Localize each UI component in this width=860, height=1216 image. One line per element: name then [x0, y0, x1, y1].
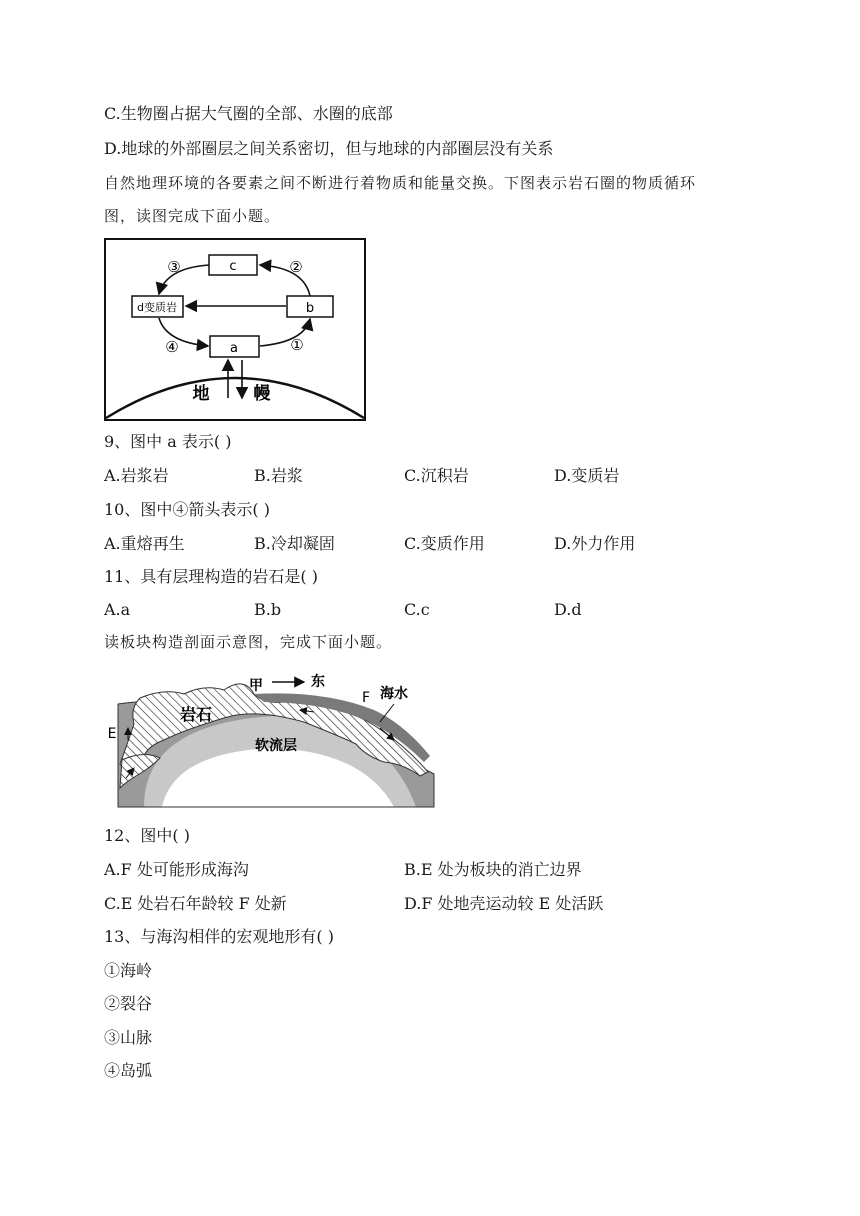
q13-item-4[interactable]: ④岛弧: [104, 1061, 153, 1080]
q13-item-2[interactable]: ②裂谷: [104, 994, 153, 1013]
label-1: ①: [290, 336, 304, 354]
question-9: 9、图中 a 表示( ): [104, 432, 232, 451]
question-13: 13、与海沟相伴的宏观地形有( ): [104, 927, 334, 946]
plate-section-figure: [104, 664, 436, 812]
intro-rock-cycle-line2: 图，读图完成下面小题。: [104, 207, 281, 225]
intro-rock-cycle-line1: 自然地理环境的各要素之间不断进行着物质和能量交换。下图表示岩石圈的物质循环: [104, 174, 697, 192]
rock-cycle-figure: [104, 238, 366, 426]
q13-item-1[interactable]: ①海岭: [104, 961, 153, 980]
q11-option-d[interactable]: D.d: [554, 600, 582, 619]
q9-option-a[interactable]: A.岩浆岩: [104, 466, 169, 485]
label-3: ③: [167, 258, 181, 276]
q13-item-3[interactable]: ③山脉: [104, 1028, 153, 1047]
q9-option-d[interactable]: D.变质岩: [554, 466, 620, 485]
q10-option-a[interactable]: A.重熔再生: [104, 534, 185, 553]
label-E: E: [107, 726, 117, 742]
label-4: ④: [165, 338, 179, 356]
q12-option-b[interactable]: B.E 处为板块的消亡边界: [404, 860, 582, 879]
q9-option-b[interactable]: B.岩浆: [254, 466, 303, 485]
q12-option-c[interactable]: C.E 处岩石年龄较 F 处新: [104, 894, 287, 913]
label-man: 幔: [253, 384, 271, 404]
q10-option-c[interactable]: C.变质作用: [404, 534, 485, 553]
q12-option-d[interactable]: D.F 处地壳运动较 E 处活跃: [404, 894, 604, 913]
box-d-label: d变质岩: [137, 301, 177, 314]
q11-option-c[interactable]: C.c: [404, 600, 430, 619]
question-12: 12、图中( ): [104, 826, 190, 845]
option-d-prev: D.地球的外部圈层之间关系密切，但与地球的内部圈层没有关系: [104, 139, 554, 158]
label-dong: 东: [311, 674, 325, 690]
q11-option-b[interactable]: B.b: [254, 600, 282, 619]
box-a-label: a: [230, 341, 238, 356]
label-yanshi: 岩石: [179, 705, 213, 724]
q10-option-d[interactable]: D.外力作用: [554, 534, 636, 553]
intro-plate-section: 读板块构造剖面示意图，完成下面小题。: [104, 633, 393, 651]
label-F: F: [361, 690, 371, 706]
label-ruanliu: 软流层: [255, 738, 297, 754]
q10-option-b[interactable]: B.冷却凝固: [254, 534, 335, 553]
label-haishui: 海水: [380, 686, 408, 702]
option-c-prev: C.生物圈占据大气圈的全部、水圈的底部: [104, 104, 393, 123]
label-2: ②: [289, 258, 303, 276]
question-11: 11、具有层理构造的岩石是( ): [104, 567, 318, 586]
label-jia: 甲: [249, 678, 263, 694]
q11-option-a[interactable]: A.a: [104, 600, 131, 619]
question-10: 10、图中④箭头表示( ): [104, 500, 270, 519]
box-c-label: c: [229, 259, 237, 274]
box-b-label: b: [305, 301, 315, 316]
q9-option-c[interactable]: C.沉积岩: [404, 466, 469, 485]
q12-option-a[interactable]: A.F 处可能形成海沟: [104, 860, 249, 879]
label-di: 地: [192, 384, 210, 404]
